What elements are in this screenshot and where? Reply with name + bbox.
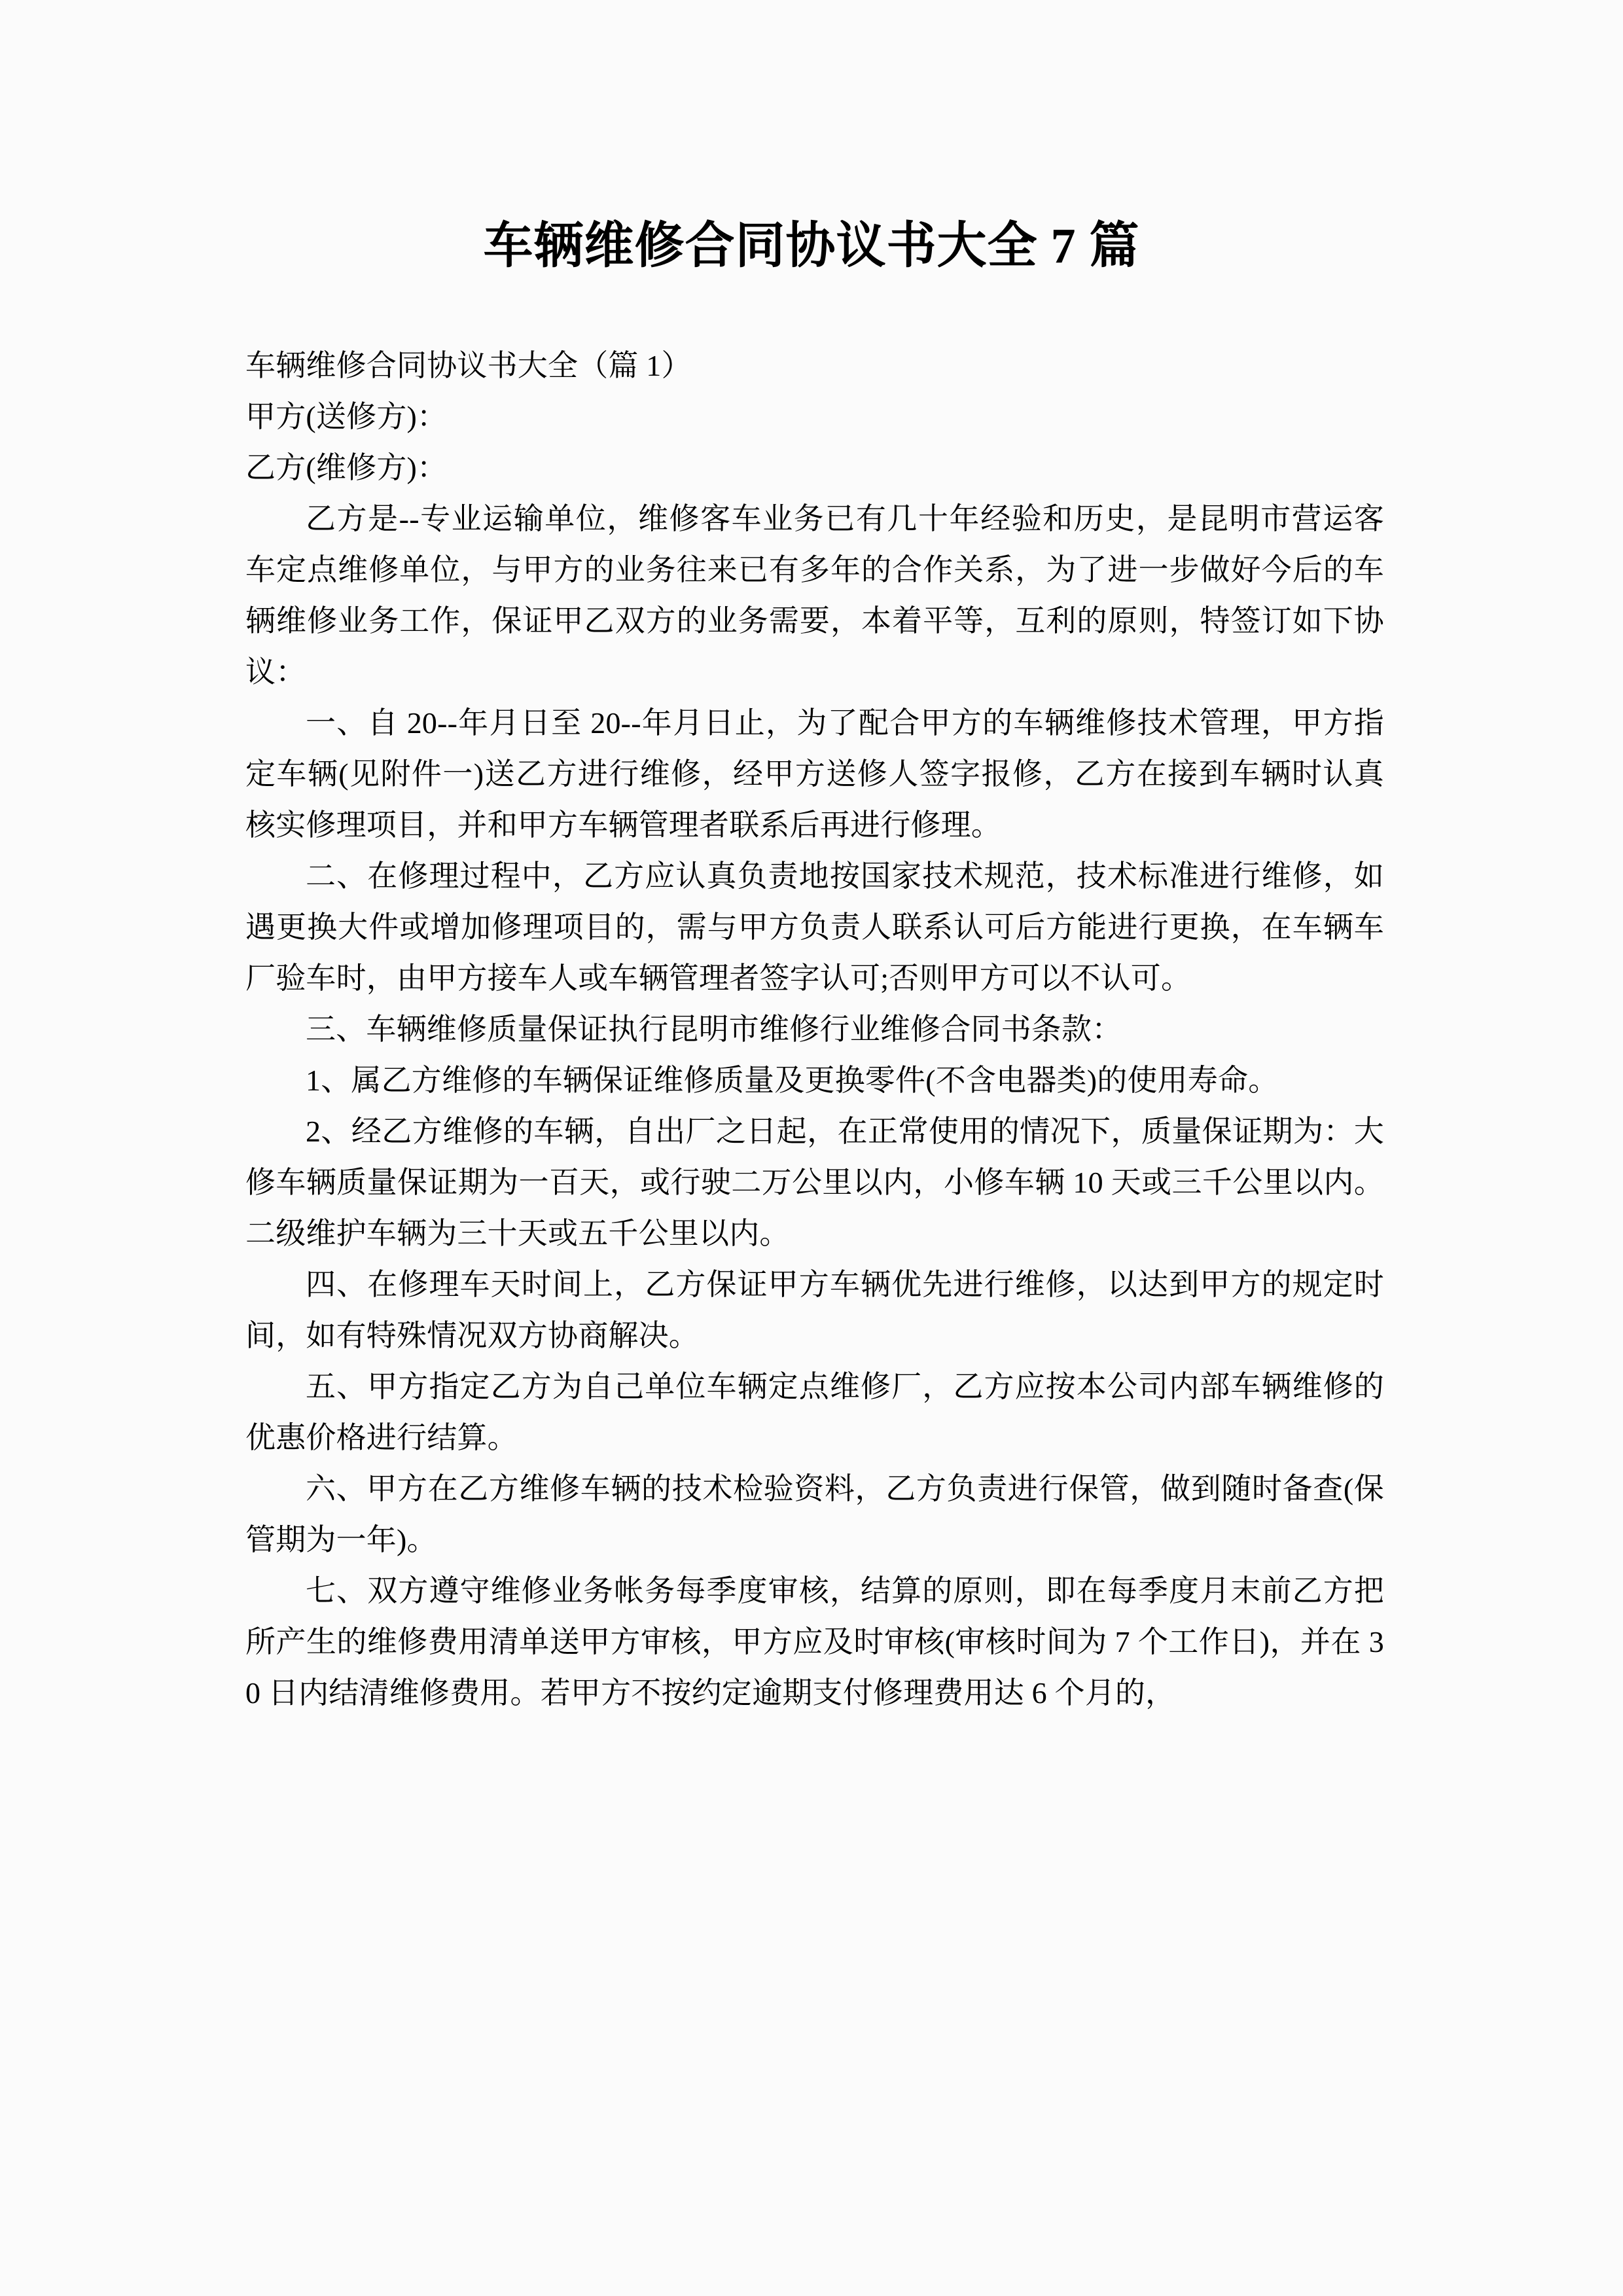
document-body xyxy=(245,340,1384,1719)
paragraph-subtitle: 车辆维修合同协议书大全（篇 1） xyxy=(245,349,692,382)
paragraph-article-3-item-1: 1、属乙方维修的车辆保证维修质量及更换零件(不含电器类)的使用寿命。 xyxy=(306,1064,1279,1097)
page-title: 车辆维修合同协议书大全 7 篇 xyxy=(483,218,1140,274)
paragraph-party-a: 甲方(送修方)： xyxy=(245,400,448,433)
paragraph-article-2: 二、在修理过程中，乙方应认真负责地按国家技术规范，技术标准进行维修，如遇更换大件或增加修理项目的，需与甲方负责人联系认可后方能进行更换，在车辆车厂验车时，由甲方接车人或车辆管理者签字认可;否则甲方可以不认可。 xyxy=(245,859,1384,995)
paragraph-party-b: 乙方(维修方)： xyxy=(245,451,448,484)
paragraph-preamble: 乙方是--专业运输单位，维修客车业务已有几十年经验和历史，是昆明市营运客车定点维修单位，与甲方的业务往来已有多年的合作关系，为了进一步做好今后的车辆维修业务工作，保证甲乙双方的业务需要，本着平等，互利的原则，特签订如下协议： xyxy=(245,502,1384,689)
paragraph-article-1: 一、自 20--年月日至 20--年月日止，为了配合甲方的车辆维修技术管理，甲方指定车辆(见附件一)送乙方进行维修，经甲方送修人签字报修，乙方在接到车辆时认真核实修理项目，并和甲方车辆管理者联系后再进行修理。 xyxy=(245,706,1384,842)
paragraph-article-5: 五、甲方指定乙方为自己单位车辆定点维修厂，乙方应按本公司内部车辆维修的优惠价格进行结算。 xyxy=(245,1370,1384,1454)
paragraph-article-7: 七、双方遵守维修业务帐务每季度审核，结算的原则，即在每季度月末前乙方把所产生的维修费用清单送甲方审核，甲方应及时审核(审核时间为 7 个工作日)，并在 30 日内结清维修费用。若甲方不按约定逾期支付修理费用达 6 个月的， xyxy=(245,1574,1384,1710)
paragraph-article-4: 四、在修理车天时间上，乙方保证甲方车辆优先进行维修，以达到甲方的规定时间，如有特殊情况双方协商解决。 xyxy=(245,1268,1384,1352)
paragraph-article-3-item-2: 2、经乙方维修的车辆，自出厂之日起，在正常使用的情况下，质量保证期为：大修车辆质量保证期为一百天，或行驶二万公里以内，小修车辆 10 天或三千公里以内。二级维护车辆为三十天或五千公里以内。 xyxy=(245,1115,1384,1250)
paragraph-article-3: 三、车辆维修质量保证执行昆明市维修行业维修合同书条款： xyxy=(306,1013,1122,1046)
paragraph-article-6: 六、甲方在乙方维修车辆的技术检验资料，乙方负责进行保管，做到随时备查(保管期为一年)。 xyxy=(245,1472,1384,1556)
